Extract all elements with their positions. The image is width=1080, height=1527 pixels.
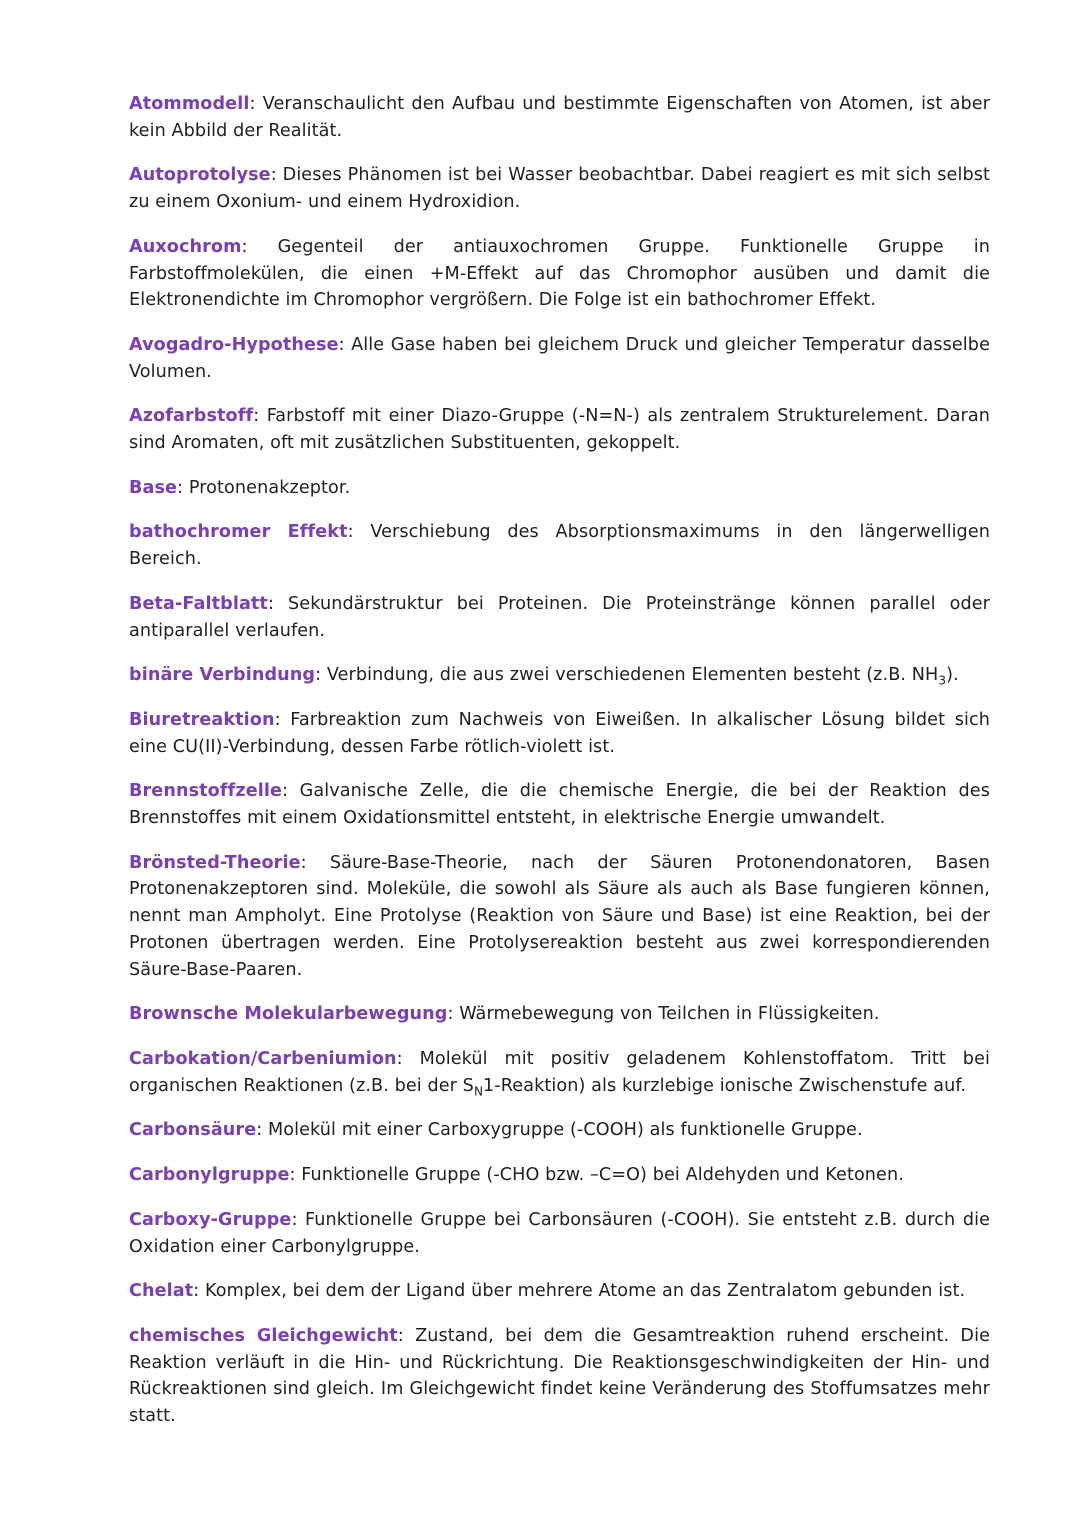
glossary-definition: Wärmebewegung von Teilchen in Flüssigkeiten.	[459, 1004, 880, 1025]
glossary-page	[129, 91, 990, 1448]
term-separator: :	[241, 236, 278, 257]
term-separator: :	[256, 1120, 268, 1141]
glossary-entry-carbokation	[129, 1046, 990, 1099]
glossary-term: Carbonsäure	[129, 1120, 257, 1141]
term-separator: :	[282, 781, 300, 802]
glossary-definition: Farbreaktion zum Nachweis von Eiweißen. In alkalischer Lösung bildet sich eine CU(II)-Verbindung, dessen Farbe rötlich-violett ist.	[129, 709, 990, 757]
glossary-entry-broensted-theorie	[129, 850, 990, 984]
glossary-term: Avogadro-Hypothese	[129, 334, 339, 355]
glossary-term: Brönsted-Theorie	[129, 852, 301, 873]
definition-text: 1-Reaktion) als kurzlebige ionische Zwischenstufe auf.	[483, 1075, 967, 1096]
glossary-entry-brownsche-molekularbewegung	[129, 1001, 990, 1028]
term-separator: :	[193, 1281, 206, 1302]
glossary-term: Beta-Faltblatt	[129, 593, 268, 614]
glossary-definition: Protonenakzeptor.	[188, 477, 351, 498]
term-separator: :	[253, 406, 267, 427]
glossary-definition: Zustand, bei dem die Gesamtreaktion ruhend erscheint. Die Reaktion verläuft in die Hin- und Rückrichtung. Die Reaktionsgeschwindigkeiten der Hin- und Rückreaktionen sind gleich. Im Gleichgewicht findet keine Veränderung des Stoffumsatzes mehr statt.	[129, 1325, 990, 1427]
glossary-term: bathochromer Effekt	[129, 522, 348, 543]
glossary-definition	[326, 665, 959, 688]
term-separator: :	[270, 165, 283, 186]
glossary-entry-chelat	[129, 1278, 990, 1305]
glossary-definition: Sekundärstruktur bei Proteinen. Die Proteinstränge können parallel oder antiparallel verlaufen.	[129, 593, 990, 641]
term-separator: :	[300, 852, 330, 873]
term-separator: :	[267, 593, 289, 614]
glossary-entry-binaere-verbindung	[129, 662, 990, 689]
glossary-definition: Säure-Base-Theorie, nach der Säuren Protonendonatoren, Basen Protonenakzeptoren sind. Moleküle, die sowohl als Säure als auch als Base fungieren können, nennt man Ampholyt. Eine Protolyse (Reaktion von Säure und Base) ist eine Reaktion, bei der Protonen übertragen werden. Eine Protolysereaktion besteht aus zwei korrespondierenden Säure-Base-Paaren.	[129, 852, 990, 980]
definition-text: Verbindung, die aus zwei verschiedenen Elementen besteht (z.B. NH	[326, 665, 939, 686]
definition-text: ).	[946, 665, 959, 686]
glossary-entry-carbonsaeure	[129, 1117, 990, 1144]
glossary-term: Auxochrom	[129, 236, 242, 257]
term-separator: :	[447, 1004, 460, 1025]
glossary-entry-auxochrom	[129, 234, 990, 314]
glossary-term: Brownsche Molekularbewegung	[129, 1004, 448, 1025]
glossary-term: binäre Verbindung	[129, 665, 316, 686]
glossary-term: Base	[129, 477, 178, 498]
glossary-definition: Funktionelle Gruppe (-CHO bzw. –C=O) bei Aldehyden und Ketonen.	[301, 1165, 904, 1186]
glossary-entry-brennstoffzelle	[129, 778, 990, 831]
glossary-definition: Komplex, bei dem der Ligand über mehrere Atome an das Zentralatom gebunden ist.	[205, 1281, 966, 1302]
glossary-definition: Galvanische Zelle, die die chemische Energie, die bei der Reaktion des Brennstoffes mit einem Oxidationsmittel entsteht, in elektrische Energie umwandelt.	[129, 781, 990, 829]
glossary-term: Carboxy-Gruppe	[129, 1209, 292, 1230]
glossary-entry-avogadro-hypothese	[129, 332, 990, 385]
glossary-definition: Verschiebung des Absorptionsmaximums in den längerwelligen Bereich.	[129, 522, 991, 570]
term-separator: :	[315, 665, 327, 686]
glossary-definition: Farbstoff mit einer Diazo-Gruppe (-N=N-) als zentralem Strukturelement. Daran sind Aromaten, oft mit zusätzlichen Substituenten, gekoppelt.	[129, 406, 990, 454]
glossary-definition: Dieses Phänomen ist bei Wasser beobachtbar. Dabei reagiert es mit sich selbst zu einem Oxonium- und einem Hydroxidion.	[129, 165, 990, 213]
term-separator: :	[291, 1209, 305, 1230]
glossary-entry-bathochromer-effekt	[129, 519, 990, 572]
glossary-term: Carbonylgruppe	[129, 1165, 290, 1186]
glossary-definition: Veranschaulicht den Aufbau und bestimmte Eigenschaften von Atomen, ist aber kein Abbild der Realität.	[129, 94, 990, 141]
glossary-entry-biuretreaktion	[129, 707, 990, 760]
glossary-definition: Gegenteil der antiauxochromen Gruppe. Funktionelle Gruppe in Farbstoffmolekülen, die einen +M-Effekt auf das Chromophor ausüben und damit die Elektronendichte im Chromophor vergrößern. Die Folge ist ein bathochromer Effekt.	[129, 236, 990, 311]
glossary-term: Azofarbstoff	[129, 406, 254, 427]
glossary-term: Chelat	[129, 1281, 194, 1302]
glossary-term: Biuretreaktion	[129, 709, 275, 730]
term-separator: :	[396, 1048, 420, 1069]
subscript: 3	[938, 673, 947, 688]
term-separator: :	[347, 522, 371, 543]
glossary-entry-chemisches-gleichgewicht	[129, 1323, 990, 1430]
glossary-entry-azofarbstoff	[129, 403, 990, 456]
glossary-term: chemisches Gleichgewicht	[129, 1325, 398, 1346]
glossary-entry-autoprotolyse	[129, 162, 990, 215]
glossary-definition: Funktionelle Gruppe bei Carbonsäuren (-COOH). Sie entsteht z.B. durch die Oxidation einer Carbonylgruppe.	[129, 1209, 990, 1257]
term-separator: :	[249, 94, 263, 114]
glossary-definition: Molekül mit einer Carboxygruppe (-COOH) als funktionelle Gruppe.	[267, 1120, 863, 1141]
glossary-entry-carboxy-gruppe	[129, 1207, 990, 1260]
glossary-term: Brennstoffzelle	[129, 781, 283, 802]
definition-text: Molekül mit positiv geladenem Kohlenstoffatom. Tritt bei organischen Reaktionen (z.B. bei der S	[129, 1048, 990, 1096]
term-separator: :	[274, 709, 291, 730]
term-separator: :	[177, 477, 189, 498]
glossary-definition: Alle Gase haben bei gleichem Druck und gleicher Temperatur dasselbe Volumen.	[129, 334, 990, 382]
term-separator: :	[397, 1325, 416, 1346]
glossary-term: Autoprotolyse	[129, 165, 271, 186]
term-separator: :	[289, 1165, 302, 1186]
subscript: N	[473, 1084, 484, 1099]
glossary-entry-base	[129, 475, 990, 502]
glossary-term: Carbokation/Carbeniumion	[129, 1048, 397, 1069]
glossary-entry-carbonylgruppe	[129, 1162, 990, 1189]
glossary-entry-beta-faltblatt	[129, 591, 990, 644]
term-separator: :	[338, 334, 352, 355]
glossary-term: Atommodell	[129, 94, 250, 114]
glossary-entry-atommodell	[129, 91, 990, 144]
